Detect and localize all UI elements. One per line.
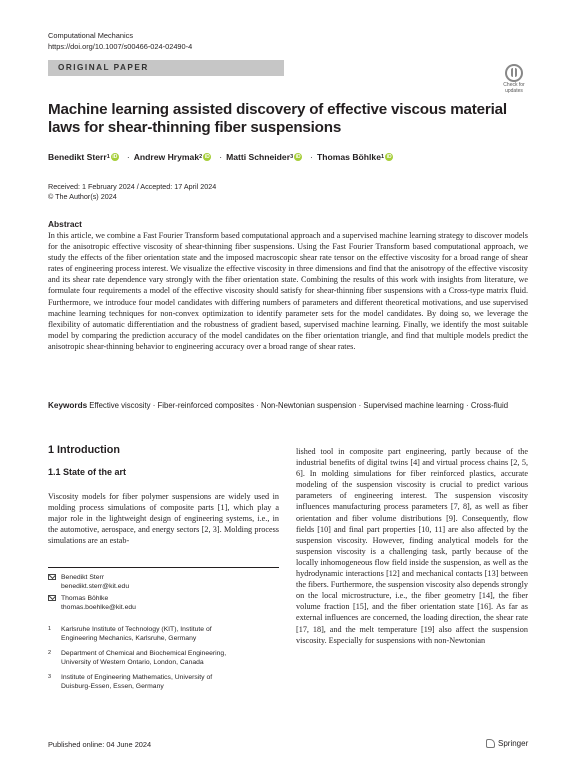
- affiliation-item: 2 Department of Chemical and Biochemical Engineering, University of Western Ontario, London, Canada: [48, 650, 227, 666]
- doi-link[interactable]: https://doi.org/10.1007/s00466-024-02490-4: [48, 42, 193, 51]
- affiliation-item: 3 Institute of Engineering Mathematics, University of Duisburg-Essen, Essen, Germany: [48, 674, 213, 690]
- springer-horse-icon: [486, 739, 495, 748]
- affiliation-list: [48, 625, 279, 691]
- contact-entry: Thomas Böhlke: [48, 594, 279, 603]
- abstract-text: In this article, we combine a Fast Fourier Transform based computational approach and a supervised machine learning strategy to discover models for the anisotropic effective viscosity of shear-thinning fiber suspensions. Using the Fast Fourier Transform based computational approach, we study the effects of the fiber orientation state and the imposed macroscopic shear rate tensor on the effective viscosity for a broad range of shear rates of engineering process interest. We visualize the effective viscosity in three dimensions and find that the anisotropy of the effective viscosity and its shear rate dependence vary strongly with the fiber orientation state. Combining the results of this work with insights from literature, we formulate four requirements a model of the effective viscosity should satisfy for shear-thinning fiber suspensions with a Cross-type matrix fluid. Furthermore, we introduce four model candidates with differing numbers of parameters and different theoretical motivations, and use supervised machine learning techniques for non-convex optimization to identify parameter sets for the model candidates. By doing so, we leverage the flexibility of automatic differentiation and the robustness of gradient based, supervised machine learning. Finally, we identify the most suitable model by comparing the prediction accuracy of the model candidates on the fiber orientation triangle, and find that multiple models predict the anisotropic shear-thinning behavior to engineering accuracy over a broad range of shear rates.: [48, 231, 528, 351]
- article-type-banner: [48, 60, 284, 76]
- keywords-label: Keywords: [48, 401, 88, 410]
- bookmark-icon: [505, 64, 523, 82]
- contact-email[interactable]: benedikt.sterr@kit.edu: [61, 583, 130, 590]
- publisher-name: Springer: [498, 739, 529, 748]
- envelope-icon: [48, 574, 56, 580]
- received-accepted: Received: 1 February 2024 / Accepted: 17 April 2024: [48, 182, 217, 191]
- check-for-updates-badge[interactable]: Check for updates: [497, 64, 531, 94]
- footnote-divider: [48, 567, 279, 568]
- section-heading: 1 Introduction: [48, 444, 120, 456]
- author-name: Benedikt Sterr: [48, 152, 107, 162]
- journal-name: Computational Mechanics: [48, 31, 134, 40]
- keywords-list: Effective viscosity · Fiber-reinforced composites · Non-Newtonian suspension · Supervised machine learning · Cross-fluid: [89, 401, 509, 410]
- author-name: Andrew Hrymak: [133, 152, 200, 162]
- publisher-logo: [486, 739, 528, 748]
- orcid-icon[interactable]: iD: [295, 154, 301, 160]
- intro-left-column: Viscosity models for fiber polymer suspensions are widely used in molding process simulations of composite parts [1], which play a major role in the lightweight design of engineering systems, i.e., in the automotive, aerospace, and energy sectors [2, 3]. Molding process simulations are an estab-: [48, 492, 279, 546]
- author-list: Benedikt Sterr 1 iD · Andrew Hrymak 2 iD · Matti Schneider 3 iD · Thomas Böhlke 1 iD: [48, 152, 392, 162]
- affiliation-item: 1 Karlsruhe Institute of Technology (KIT), Institute of Engineering Mechanics, Karlsruhe, Germany: [48, 626, 212, 642]
- article-dates: [48, 182, 216, 201]
- subsection-heading: 1.1 State of the art: [48, 467, 127, 477]
- contact-entry: Benedikt Sterr: [48, 573, 279, 582]
- orcid-icon[interactable]: iD: [386, 154, 392, 160]
- orcid-icon[interactable]: iD: [112, 154, 118, 160]
- published-date: Published online: 04 June 2024: [48, 740, 152, 749]
- contact-email[interactable]: thomas.boehlke@kit.edu: [61, 604, 136, 611]
- envelope-icon: [48, 595, 56, 601]
- paper-title: Machine learning assisted discovery of effective viscous material laws for shear-thinning fiber suspensions: [48, 101, 507, 136]
- journal-header: [48, 30, 192, 52]
- copyright: © The Author(s) 2024: [48, 191, 117, 201]
- author-name: Thomas Böhlke: [317, 152, 381, 162]
- author-name: Matti Schneider: [226, 152, 291, 162]
- keywords: [48, 400, 528, 411]
- contact-list: [48, 573, 279, 612]
- abstract-heading: Abstract: [48, 219, 82, 229]
- abstract-body: [48, 230, 528, 352]
- orcid-icon[interactable]: iD: [204, 154, 210, 160]
- article-type-label: ORIGINAL PAPER: [58, 63, 149, 72]
- intro-right-column: lished tool in composite part engineering, partly because of the industrial benefits of digital twins [4] and virtual process chains [2, 5, 6]. In molding simulations for fiber reinforced plastics, accurate modeling of the suspension viscosity is crucial to predict various parameters of engineering interest. The suspension viscosity influences manufacturing process parameters [7, 8], as well as fiber orientation and fiber volume distributions [9]. Consequently, flow fields [10] and final part properties [10, 11] are also affected by the suspension viscosity. However, finding analytical models for the suspension viscosity is a challenging task, partly because of the locally inhomogeneous flow field inside the suspension, as well as the hydrodynamic interactions [12] and mechanical contacts [13] between the fibers. Furthermore, the suspension viscosity also depends strongly on the local microstructure, i.e., the fiber geometry [14], the fiber volume fraction [15], and the fiber orientation state [16]. As far as external influences are concerned, the loading direction, the shear rate [17, 18], and the melt temperature [19] also affect the suspension viscosity. Especially for suspensions with non-Newtonian: [296, 447, 528, 645]
